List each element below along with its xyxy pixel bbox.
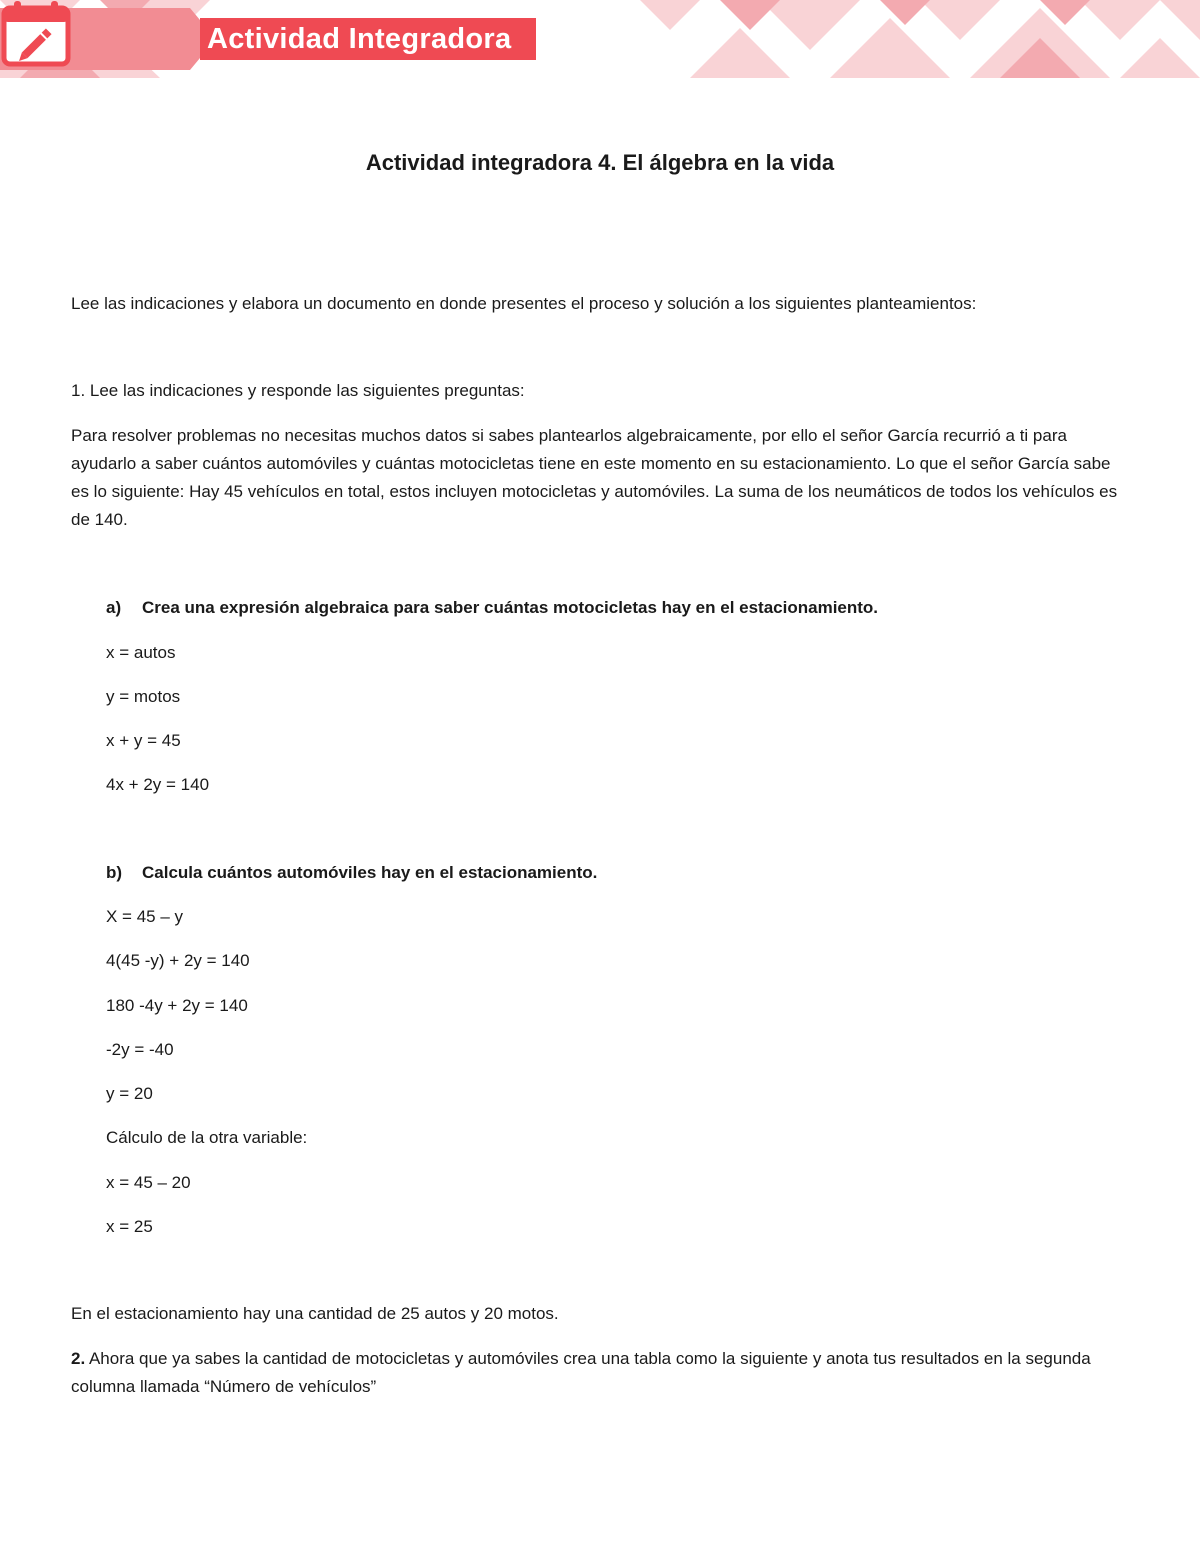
part-b-line: -2y = -40 [106, 1040, 174, 1059]
part-b-line: x = 45 – 20 [106, 1173, 191, 1192]
part-a-text: Crea una expresión algebraica para saber cuántas motocicletas hay en el estacionamiento. [142, 598, 879, 617]
part-b-line: 4(45 -y) + 2y = 140 [106, 951, 250, 970]
header-banner [0, 0, 1200, 78]
part-a-line: x = autos [106, 643, 176, 662]
part-a-line: y = motos [106, 687, 181, 706]
part-b-line: Cálculo de la otra variable: [106, 1128, 308, 1147]
conclusion-text: En el estacionamiento hay una cantidad de 25 autos y 20 motos. [71, 1304, 559, 1323]
intro-text: Lee las indicaciones y elabora un documento en donde presentes el proceso y solución a los siguientes planteamientos: [71, 294, 977, 313]
question-2-label: 2. [71, 1349, 86, 1368]
part-a-heading [106, 594, 878, 622]
part-b-line: X = 45 – y [106, 907, 184, 926]
part-b-heading [106, 859, 597, 887]
part-b-text: Calcula cuántos automóviles hay en el estacionamiento. [142, 863, 598, 882]
part-b-line: x = 25 [106, 1217, 153, 1236]
question-2-text: Ahora que ya sabes la cantidad de motocicletas y automóviles crea una tabla como la siguiente y anota tus resultados en la segunda columna llamada “Número de vehículos” [71, 1349, 1091, 1396]
document-title: Actividad integradora 4. El álgebra en la vida [365, 150, 835, 175]
banner-title: Actividad Integradora [207, 23, 512, 55]
calendar-pencil-icon [0, 0, 72, 68]
question-1-body: Para resolver problemas no necesitas muchos datos si sabes plantearlos algebraicamente, por ello el señor García recurrió a ti para ayudarlo a saber cuántos automóviles y cuántas motocicletas tiene en este momento en su estacionamiento. Lo que el señor García sabe es lo siguiente: Hay 45 vehículos en total, estos incluyen motocicletas y automóviles. La suma de los neumáticos de todos los vehículos es de 140. [71, 426, 1118, 529]
part-b-label: b) [106, 863, 123, 882]
part-a-line: x + y = 45 [106, 731, 181, 750]
part-a-label: a) [106, 598, 122, 617]
banner-background [0, 0, 1200, 78]
part-a-line: 4x + 2y = 140 [106, 775, 210, 794]
part-b-line: y = 20 [106, 1084, 153, 1103]
question-1-heading: 1. Lee las indicaciones y responde las siguientes preguntas: [71, 381, 525, 400]
question-2 [71, 1345, 1131, 1401]
part-b-line: 180 -4y + 2y = 140 [106, 996, 248, 1015]
